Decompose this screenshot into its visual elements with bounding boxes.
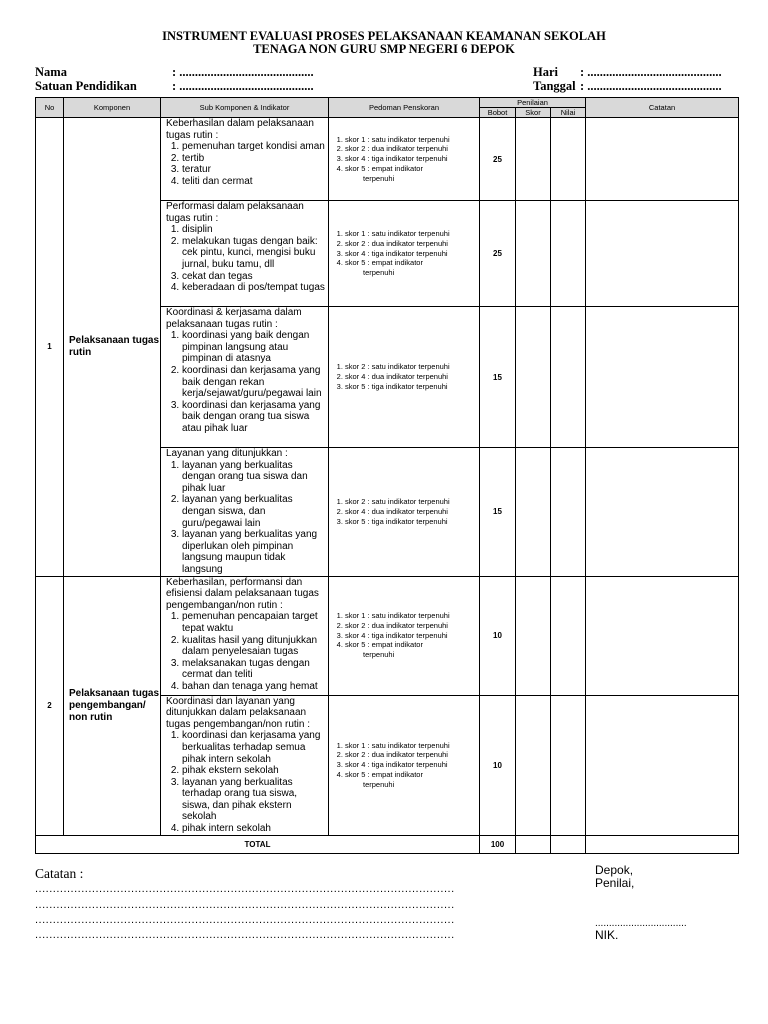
sub-komponen-intro: Koordinasi & kerjasama dalam pelaksanaan tugas rutin : xyxy=(166,307,302,330)
skor-cell[interactable] xyxy=(516,118,551,201)
indikator-list xyxy=(166,141,326,187)
indikator-item: 4. teliti dan cermat xyxy=(182,176,326,188)
indikator-item: 4. keberadaan di pos/tempat tugas xyxy=(182,282,326,294)
indikator-item: 2. tertib xyxy=(182,153,326,165)
catatan-cell[interactable] xyxy=(586,201,739,307)
pedoman-cell xyxy=(329,448,480,577)
indikator-list xyxy=(166,224,326,294)
pedoman-item: 1. skor 2 : satu indikator terpenuhi xyxy=(345,362,477,372)
nilai-cell[interactable] xyxy=(551,695,586,835)
indikator-item: 1. layanan yang berkualitas dengan orang tua siswa dan pihak luar xyxy=(182,460,326,495)
pedoman-item: 1. skor 1 : satu indikator terpenuhi xyxy=(345,741,477,751)
indikator-item: 4. bahan dan tenaga yang hemat xyxy=(182,681,326,693)
col-header-sub-komponen: Sub Komponen & Indikator xyxy=(161,98,329,118)
skor-cell[interactable] xyxy=(516,201,551,307)
col-header-penilaian: Penilaian xyxy=(480,98,586,108)
row-number: 2 xyxy=(36,576,64,835)
catatan-line-1[interactable]: ...................................................................................................................... xyxy=(35,883,455,895)
sub-komponen-cell xyxy=(161,118,329,201)
col-header-komponen: Komponen xyxy=(64,98,161,118)
pedoman-item: 2. skor 2 : dua indikator terpenuhi xyxy=(345,621,477,631)
sub-komponen-intro: Keberhasilan dalam pelaksanaan tugas rutin : xyxy=(166,118,314,141)
pedoman-item: 2. skor 4 : dua indikator terpenuhi xyxy=(345,372,477,382)
indikator-item: 4. pihak intern sekolah xyxy=(182,823,326,835)
indikator-item: 1. pemenuhan target kondisi aman xyxy=(182,141,326,153)
tanggal-field[interactable]: : ........................................... xyxy=(580,79,722,93)
satuan-pendidikan-label: Satuan Pendidikan xyxy=(35,79,137,93)
indikator-item: 1. koordinasi yang baik dengan pimpinan langsung atau pimpinan di atasnya xyxy=(182,330,326,365)
catatan-cell[interactable] xyxy=(586,307,739,448)
bobot-cell: 25 xyxy=(480,118,516,201)
indikator-item: 1. pemenuhan pencapaian target tepat waktu xyxy=(182,611,326,634)
row-number: 1 xyxy=(36,118,64,577)
total-skor[interactable] xyxy=(516,835,551,853)
indikator-list xyxy=(166,730,326,834)
nilai-cell[interactable] xyxy=(551,118,586,201)
total-nilai[interactable] xyxy=(551,835,586,853)
indikator-item: 2. kualitas hasil yang ditunjukkan dalam penyelesaian tugas xyxy=(182,635,326,658)
sub-komponen-intro: Performasi dalam pelaksanaan tugas rutin : xyxy=(166,201,304,224)
col-header-pedoman: Pedoman Penskoran xyxy=(329,98,480,118)
pedoman-list xyxy=(333,741,477,780)
pedoman-cell xyxy=(329,118,480,201)
skor-cell[interactable] xyxy=(516,695,551,835)
document-title xyxy=(0,30,768,56)
sub-komponen-cell xyxy=(161,448,329,577)
indikator-list xyxy=(166,460,326,576)
pedoman-item: 2. skor 2 : dua indikator terpenuhi xyxy=(345,750,477,760)
nama-label: Nama xyxy=(35,65,67,79)
catatan-line-3[interactable]: ...................................................................................................................... xyxy=(35,914,455,926)
indikator-item: 2. pihak ekstern sekolah xyxy=(182,765,326,777)
pedoman-item: 4. skor 5 : empat indikator xyxy=(345,258,477,268)
catatan-line-2[interactable]: ...................................................................................................................... xyxy=(35,899,455,911)
total-bobot: 100 xyxy=(480,835,516,853)
table-row xyxy=(36,576,739,695)
bobot-cell: 15 xyxy=(480,307,516,448)
sub-komponen-cell xyxy=(161,576,329,695)
pedoman-item: 3. skor 4 : tiga indikator terpenuhi xyxy=(345,760,477,770)
table-row xyxy=(36,118,739,201)
catatan-cell[interactable] xyxy=(586,448,739,577)
total-label: TOTAL xyxy=(36,835,480,853)
pedoman-item: 1. skor 1 : satu indikator terpenuhi xyxy=(345,611,477,621)
catatan-line-4[interactable]: ...................................................................................................................... xyxy=(35,929,455,941)
pedoman-item: 3. skor 4 : tiga indikator terpenuhi xyxy=(345,631,477,641)
pedoman-cell xyxy=(329,201,480,307)
pedoman-cell xyxy=(329,307,480,448)
nama-field[interactable]: : ........................................... xyxy=(172,65,314,79)
pedoman-item: 2. skor 2 : dua indikator terpenuhi xyxy=(345,239,477,249)
evaluation-table xyxy=(35,97,739,854)
nilai-cell[interactable] xyxy=(551,307,586,448)
title-line-2: TENAGA NON GURU SMP NEGERI 6 DEPOK xyxy=(253,42,515,56)
indikator-item: 1. koordinasi dan kerjasama yang berkualitas terhadap semua pihak intern sekolah xyxy=(182,730,326,765)
pedoman-list xyxy=(333,497,477,526)
pedoman-item: 4. skor 5 : empat indikator xyxy=(345,640,477,650)
pedoman-item: 4. skor 5 : empat indikator xyxy=(345,164,477,174)
sub-komponen-intro: Keberhasilan, performansi dan efisiensi dalam pelaksanaan tugas pengembangan/non rutin : xyxy=(166,576,319,611)
bobot-cell: 25 xyxy=(480,201,516,307)
indikator-item: 2. koordinasi dan kerjasama yang baik dengan rekan kerja/sejawat/guru/pegawai lain xyxy=(182,365,326,400)
hari-label: Hari xyxy=(533,65,558,79)
sub-komponen-intro: Koordinasi dan layanan yang ditunjukkan dalam pelaksanaan tugas pengembangan/non rutin : xyxy=(166,695,310,730)
col-header-bobot: Bobot xyxy=(480,108,516,118)
pedoman-item: 2. skor 2 : dua indikator terpenuhi xyxy=(345,144,477,154)
pedoman-cell xyxy=(329,576,480,695)
pedoman-continuation: terpenuhi xyxy=(363,650,395,660)
pedoman-item: 3. skor 5 : tiga indikator terpenuhi xyxy=(345,517,477,527)
pedoman-item: 3. skor 4 : tiga indikator terpenuhi xyxy=(345,249,477,259)
catatan-cell[interactable] xyxy=(586,576,739,695)
total-row xyxy=(36,835,739,853)
skor-cell[interactable] xyxy=(516,307,551,448)
indikator-list xyxy=(166,611,326,692)
tanggal-label: Tanggal xyxy=(533,79,576,93)
pedoman-cell xyxy=(329,695,480,835)
pedoman-continuation: terpenuhi xyxy=(363,173,395,183)
pedoman-list xyxy=(333,135,477,174)
col-header-skor: Skor xyxy=(516,108,551,118)
col-header-nilai: Nilai xyxy=(551,108,586,118)
sub-komponen-cell xyxy=(161,307,329,448)
bobot-cell: 10 xyxy=(480,576,516,695)
indikator-item: 2. layanan yang berkualitas dengan siswa, dan guru/pegawai lain xyxy=(182,494,326,529)
total-catatan[interactable] xyxy=(586,835,739,853)
penilai-text: Penilai, xyxy=(595,876,635,890)
pedoman-continuation: terpenuhi xyxy=(363,268,395,278)
signature-line[interactable]: ................................. xyxy=(595,918,687,929)
indikator-item: 3. layanan yang berkualitas terhadap orang tua siswa, siswa, dan pihak ekstern sekolah xyxy=(182,777,326,823)
pedoman-item: 3. skor 5 : tiga indikator terpenuhi xyxy=(345,382,477,392)
pedoman-item: 1. skor 1 : satu indikator terpenuhi xyxy=(345,229,477,239)
pedoman-item: 4. skor 5 : empat indikator xyxy=(345,770,477,780)
indikator-item: 3. layanan yang berkualitas yang diperlukan oleh pimpinan langsung maupun tidak langsung xyxy=(182,529,326,575)
pedoman-item: 3. skor 4 : tiga indikator terpenuhi xyxy=(345,154,477,164)
indikator-item: 3. melaksanakan tugas dengan cermat dan teliti xyxy=(182,658,326,681)
skor-cell[interactable] xyxy=(516,448,551,577)
sub-komponen-intro: Layanan yang ditunjukkan : xyxy=(166,448,288,459)
pedoman-list xyxy=(333,229,477,268)
pedoman-continuation: terpenuhi xyxy=(363,779,395,789)
col-header-no: No xyxy=(36,98,64,118)
nilai-cell[interactable] xyxy=(551,576,586,695)
sub-komponen-cell xyxy=(161,695,329,835)
indikator-item: 1. disiplin xyxy=(182,224,326,236)
catatan-cell[interactable] xyxy=(586,695,739,835)
title-line-1: INSTRUMENT EVALUASI PROSES PELAKSANAAN KEAMANAN SEKOLAH xyxy=(162,29,606,43)
indikator-item: 3. teratur xyxy=(182,164,326,176)
indikator-item: 3. koordinasi dan kerjasama yang baik dengan orang tua siswa atau pihak luar xyxy=(182,400,326,435)
pedoman-list xyxy=(333,362,477,391)
komponen-cell: Pelaksanaan tugas pengembangan/ non rutin xyxy=(64,576,161,835)
pedoman-item: 2. skor 4 : dua indikator terpenuhi xyxy=(345,507,477,517)
pedoman-list xyxy=(333,611,477,650)
satuan-pendidikan-field[interactable]: : ........................................... xyxy=(172,79,314,93)
pedoman-item: 1. skor 2 : satu indikator terpenuhi xyxy=(345,497,477,507)
place-text: Depok, xyxy=(595,863,634,877)
col-header-catatan: Catatan xyxy=(586,98,739,118)
skor-cell[interactable] xyxy=(516,576,551,695)
hari-field[interactable]: : ........................................... xyxy=(580,65,722,79)
indikator-item: 3. cekat dan tegas xyxy=(182,271,326,283)
nilai-cell[interactable] xyxy=(551,448,586,577)
indikator-list xyxy=(166,330,326,434)
catatan-cell[interactable] xyxy=(586,118,739,201)
nik-text: NIK. xyxy=(595,928,619,942)
pedoman-item: 1. skor 1 : satu indikator terpenuhi xyxy=(345,135,477,145)
sub-komponen-cell xyxy=(161,201,329,307)
komponen-cell: Pelaksanaan tugas rutin xyxy=(64,118,161,577)
nilai-cell[interactable] xyxy=(551,201,586,307)
bobot-cell: 10 xyxy=(480,695,516,835)
indikator-item: 2. melakukan tugas dengan baik: cek pintu, kunci, mengisi buku jurnal, buku tamu, dll xyxy=(182,236,326,271)
bobot-cell: 15 xyxy=(480,448,516,577)
catatan-label: Catatan : xyxy=(35,866,84,881)
table-body xyxy=(36,118,739,854)
